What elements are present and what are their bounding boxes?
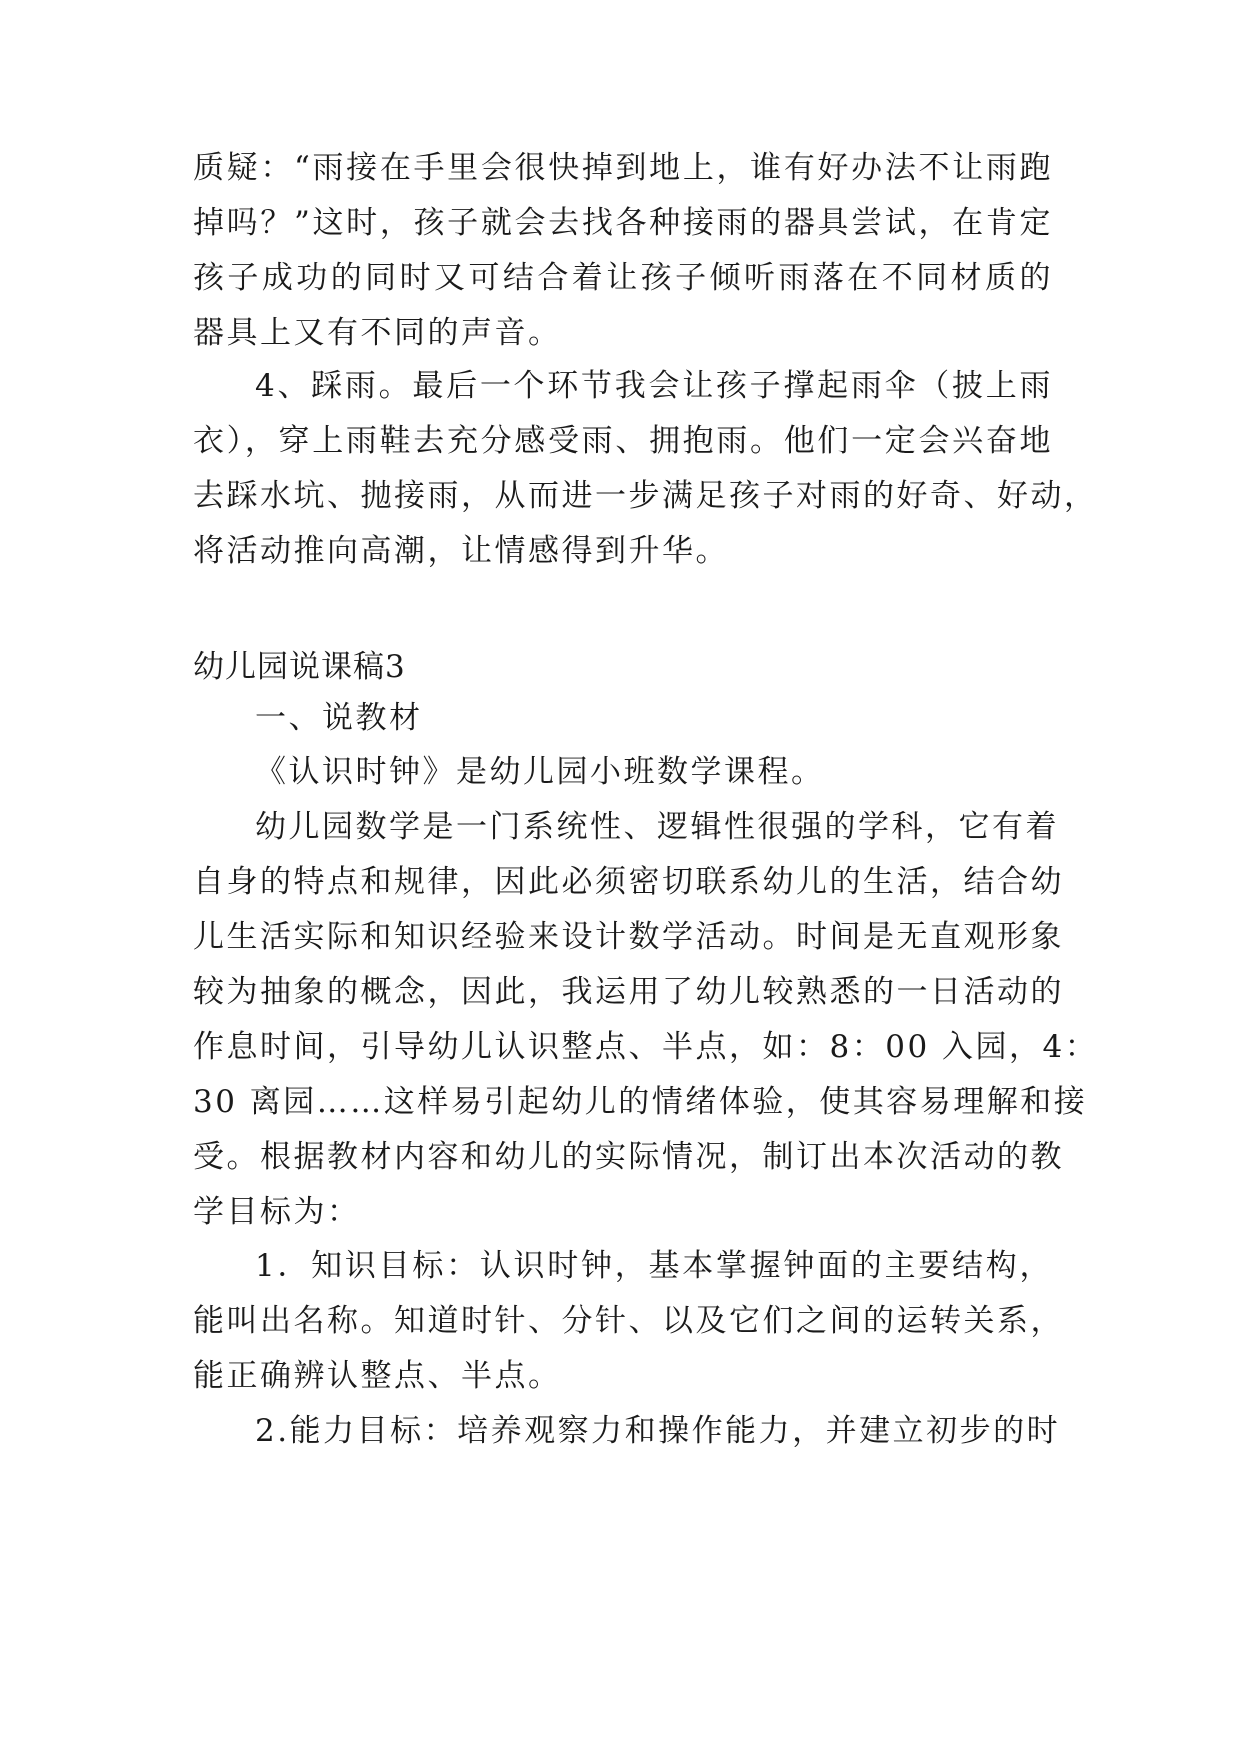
paragraph-line: 去踩水坑、抛接雨，从而进一步满足孩子对雨的好奇、好动， [193, 478, 1098, 514]
paragraph-line: 幼儿园数学是一门系统性、逻辑性很强的学科，它有着 [255, 809, 1059, 845]
paragraph-line: 能正确辨认整点、半点。 [193, 1358, 562, 1394]
paragraph-line: 4、踩雨。最后一个环节我会让孩子撑起雨伞（披上雨 [255, 368, 1053, 404]
paragraph-line: 将活动推向高潮，让情感得到升华。 [193, 533, 729, 569]
paragraph-line: 儿生活实际和知识经验来设计数学活动。时间是无直观形象 [193, 919, 1064, 955]
paragraph-line: 30 离园……这样易引起幼儿的情绪体验，使其容易理解和接 [193, 1084, 1088, 1120]
paragraph-line: 能叫出名称。知道时针、分针、以及它们之间的运转关系， [193, 1303, 1064, 1339]
paragraph-line: 自身的特点和规律，因此必须密切联系幼儿的生活，结合幼 [193, 864, 1064, 900]
paragraph-line: 质疑：“雨接在手里会很快掉到地上，谁有好办法不让雨跑 [193, 150, 1053, 186]
paragraph-line: 《认识时钟》是幼儿园小班数学课程。 [255, 754, 825, 790]
paragraph-line: 学目标为： [193, 1194, 361, 1230]
paragraph-line: 孩子成功的同时又可结合着让孩子倾听雨落在不同材质的 [193, 260, 1053, 296]
subsection-heading: 一、说教材 [255, 700, 423, 736]
paragraph-line: 作息时间，引导幼儿认识整点、半点，如：8：00 入园，4： [193, 1029, 1099, 1065]
paragraph-line: 较为抽象的概念，因此，我运用了幼儿较熟悉的一日活动的 [193, 974, 1064, 1010]
paragraph-line: 衣），穿上雨鞋去充分感受雨、拥抱雨。他们一定会兴奋地 [193, 423, 1053, 459]
paragraph-line: 受。根据教材内容和幼儿的实际情况，制订出本次活动的教 [193, 1139, 1064, 1175]
paragraph-line: 掉吗？”这时，孩子就会去找各种接雨的器具尝试，在肯定 [193, 205, 1053, 241]
paragraph-line: 2.能力目标：培养观察力和操作能力，并建立初步的时 [255, 1413, 1061, 1449]
paragraph-line: 1．知识目标：认识时钟，基本掌握钟面的主要结构， [255, 1248, 1053, 1284]
paragraph-line: 器具上又有不同的声音。 [193, 315, 562, 351]
section-title: 幼儿园说课稿3 [193, 649, 406, 685]
